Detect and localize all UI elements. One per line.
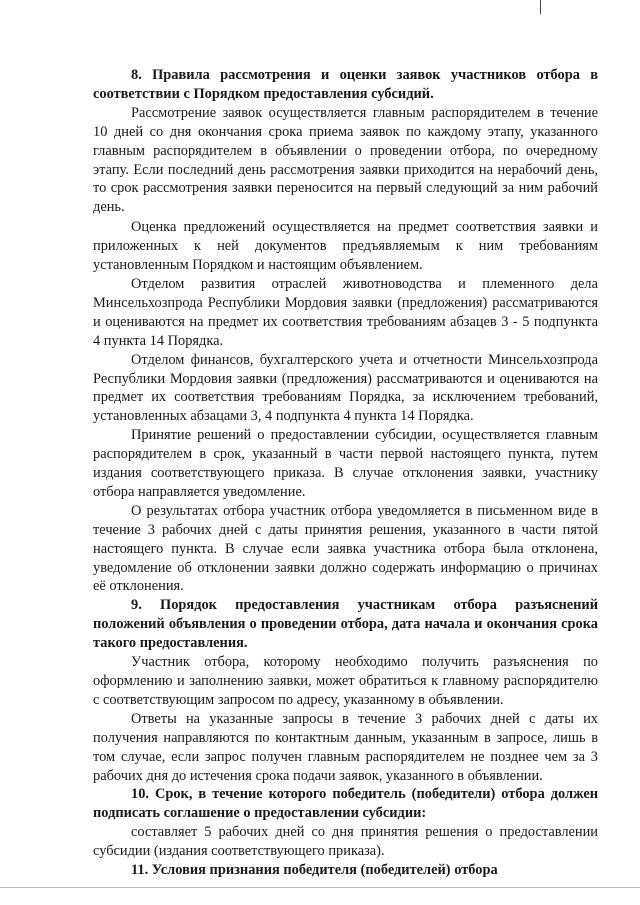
section-11-heading: 11. Условия признания победителя (победителей) отбора: [131, 862, 498, 879]
paragraph: составляет 5 рабочих дней со дня принятия решения о предоставлении субсидии (издания соответствующего приказа).: [93, 824, 598, 860]
section-9-heading: 9. Порядок предоставления участникам отбора разъяснений положений объявления о проведении отбора, дата начала и окончания срока такого предоставления.: [93, 597, 598, 652]
section-10-heading: 10. Срок, в течение которого победитель (победители) отбора должен подписать соглашение о предоставлении субсидии:: [93, 786, 598, 822]
paragraph: Принятие решений о предоставлении субсидии, осуществляется главным распорядителем в срок, указанный в части первой настоящего пункта, путем издания соответствующего приказа. В случае отклонения заявки, участнику отбора направляется уведомление.: [93, 427, 598, 500]
paragraph: Отделом развития отраслей животноводства и племенного дела Минсельхозпрода Республики Мордовия заявки (предложения) рассматриваются и оцениваются на предмет их соответствия требованиям абзацев 3 - 5 подпункта 4 пункта 14 Порядка.: [93, 275, 598, 349]
scan-mark: [540, 0, 541, 14]
paragraph: Рассмотрение заявок осуществляется главным распорядителем в течение 10 дней со дня окончания срока приема заявок по каждому этапу, указанного главным распорядителем в объявлении о проведении отбора, по очередному этапу. Если последний день рассмотрения заявки приходится на нерабочий день, то срок рассмотрения заявки переносится на первый следующий за ним рабочий день.: [93, 104, 598, 216]
paragraph: Участник отбора, которому необходимо получить разъяснения по оформлению и заполнению заявки, может обратиться к главному распорядителю с соответствующим запросом по адресу, указанному в объявлении.: [93, 654, 598, 708]
paragraph: Ответы на указанные запросы в течение 3 рабочих дней с даты их получения направляются по контактным данным, указанным в запросе, лишь в том случае, если запрос получен главным распорядителем не позднее чем за 3 рабочих дня до истечения срока подачи заявок, указанного в объявлении.: [93, 710, 598, 784]
paragraph: Оценка предложений осуществляется на предмет соответствия заявки и приложенных к ней документов предъявляемым к ним требованиям установленным Порядком и настоящим объявлением.: [93, 219, 598, 274]
paragraph: О результатах отбора участник отбора уведомляется в письменном виде в течение 3 рабочих дней с даты принятия решения, указанного в части пятой настоящего пункта. В случае если заявка участника отбора была отклонена, уведомление об отклонении заявки должно содержать информацию о причинах её отклонения.: [93, 502, 598, 595]
page-bottom-edge: [0, 887, 640, 888]
section-8-heading: 8. Правила рассмотрения и оценки заявок участников отбора в соответствии с Порядком предоставления субсидий.: [93, 67, 598, 102]
paragraph: Отделом финансов, бухгалтерского учета и отчетности Минсельхозпрода Республики Мордовия заявки (предложения) рассматриваются и оцениваются на предмет их соответствия требованиям Порядка, за исключением требований, установленных абзацами 3, 4 подпункта 4 пункта 14 Порядка.: [93, 351, 598, 425]
